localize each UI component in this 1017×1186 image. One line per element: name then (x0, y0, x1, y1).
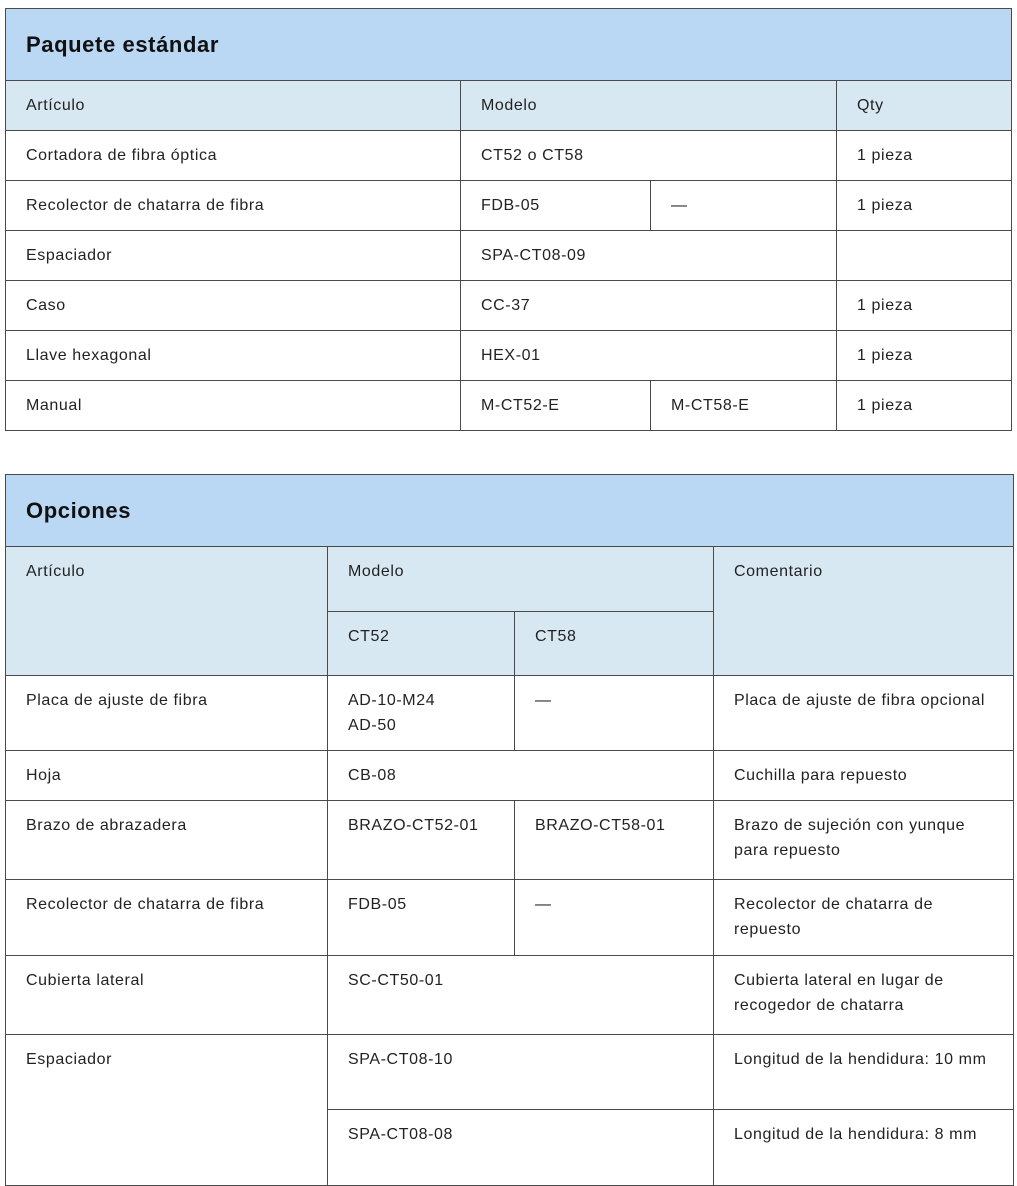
header-comment: Comentario (714, 547, 1014, 676)
header-item: Artículo (6, 547, 328, 676)
comment-cell: Cubierta lateral en lugar de recogedor de chatarra (714, 956, 1014, 1035)
model-cell: SC-CT50-01 (328, 956, 714, 1035)
options-title: Opciones (6, 475, 1014, 547)
table-header-row (6, 547, 1014, 612)
model-cell: SPA-CT08-10 (328, 1035, 714, 1110)
table-row (6, 331, 1012, 381)
qty-cell: 1 pieza (837, 381, 1012, 431)
comment-cell: Longitud de la hendidura: 10 mm (714, 1035, 1014, 1110)
model-cell: CT52 o CT58 (461, 131, 837, 181)
standard-package-table (5, 8, 1012, 431)
qty-cell: 1 pieza (837, 281, 1012, 331)
item-cell: Llave hexagonal (6, 331, 461, 381)
comment-cell: Recolector de chatarra de repuesto (714, 880, 1014, 956)
model-line: AD-50 (348, 717, 397, 734)
item-cell: Recolector de chatarra de fibra (6, 181, 461, 231)
model-ct52-cell: BRAZO-CT52-01 (328, 801, 515, 880)
model-cell: CB-08 (328, 751, 714, 801)
model-ct52-cell: FDB-05 (328, 880, 515, 956)
model-cell: SPA-CT08-09 (461, 231, 837, 281)
table-row (6, 676, 1014, 751)
qty-cell (837, 231, 1012, 281)
qty-cell: 1 pieza (837, 331, 1012, 381)
model-ct58-cell: — (651, 181, 837, 231)
header-ct58: CT58 (515, 612, 714, 676)
item-cell: Placa de ajuste de fibra (6, 676, 328, 751)
item-cell: Recolector de chatarra de fibra (6, 880, 328, 956)
item-cell: Caso (6, 281, 461, 331)
comment-cell: Longitud de la hendidura: 8 mm (714, 1110, 1014, 1186)
item-cell: Cubierta lateral (6, 956, 328, 1035)
header-qty: Qty (837, 81, 1012, 131)
table-row (6, 801, 1014, 880)
standard-package-title: Paquete estándar (6, 9, 1012, 81)
item-cell: Hoja (6, 751, 328, 801)
table-row (6, 1035, 1014, 1110)
qty-cell: 1 pieza (837, 181, 1012, 231)
model-cell: SPA-CT08-08 (328, 1110, 714, 1186)
table-row (6, 880, 1014, 956)
model-ct58-cell: — (515, 880, 714, 956)
model-cell: HEX-01 (461, 331, 837, 381)
item-cell: Manual (6, 381, 461, 431)
table-row (6, 231, 1012, 281)
header-model: Modelo (328, 547, 714, 612)
comment-cell: Cuchilla para repuesto (714, 751, 1014, 801)
model-ct52-cell: FDB-05 (461, 181, 651, 231)
comment-cell: Placa de ajuste de fibra opcional (714, 676, 1014, 751)
options-table (5, 474, 1014, 1186)
model-ct58-cell: — (515, 676, 714, 751)
model-ct58-cell: M-CT58-E (651, 381, 837, 431)
header-model: Modelo (461, 81, 837, 131)
item-cell: Brazo de abrazadera (6, 801, 328, 880)
model-cell: CC-37 (461, 281, 837, 331)
model-ct52-cell: M-CT52-E (461, 381, 651, 431)
table-row (6, 131, 1012, 181)
model-ct58-cell: BRAZO-CT58-01 (515, 801, 714, 880)
item-cell: Espaciador (6, 231, 461, 281)
qty-cell: 1 pieza (837, 131, 1012, 181)
header-item: Artículo (6, 81, 461, 131)
table-row (6, 181, 1012, 231)
model-line: AD-10-M24 (348, 692, 436, 709)
header-ct52: CT52 (328, 612, 515, 676)
item-cell: Cortadora de fibra óptica (6, 131, 461, 181)
table-row (6, 751, 1014, 801)
table-row (6, 381, 1012, 431)
table-row (6, 281, 1012, 331)
table-row (6, 956, 1014, 1035)
item-cell: Espaciador (6, 1035, 328, 1186)
model-ct52-cell (328, 676, 515, 751)
comment-cell: Brazo de sujeción con yunque para repuesto (714, 801, 1014, 880)
table-header-row (6, 81, 1012, 131)
